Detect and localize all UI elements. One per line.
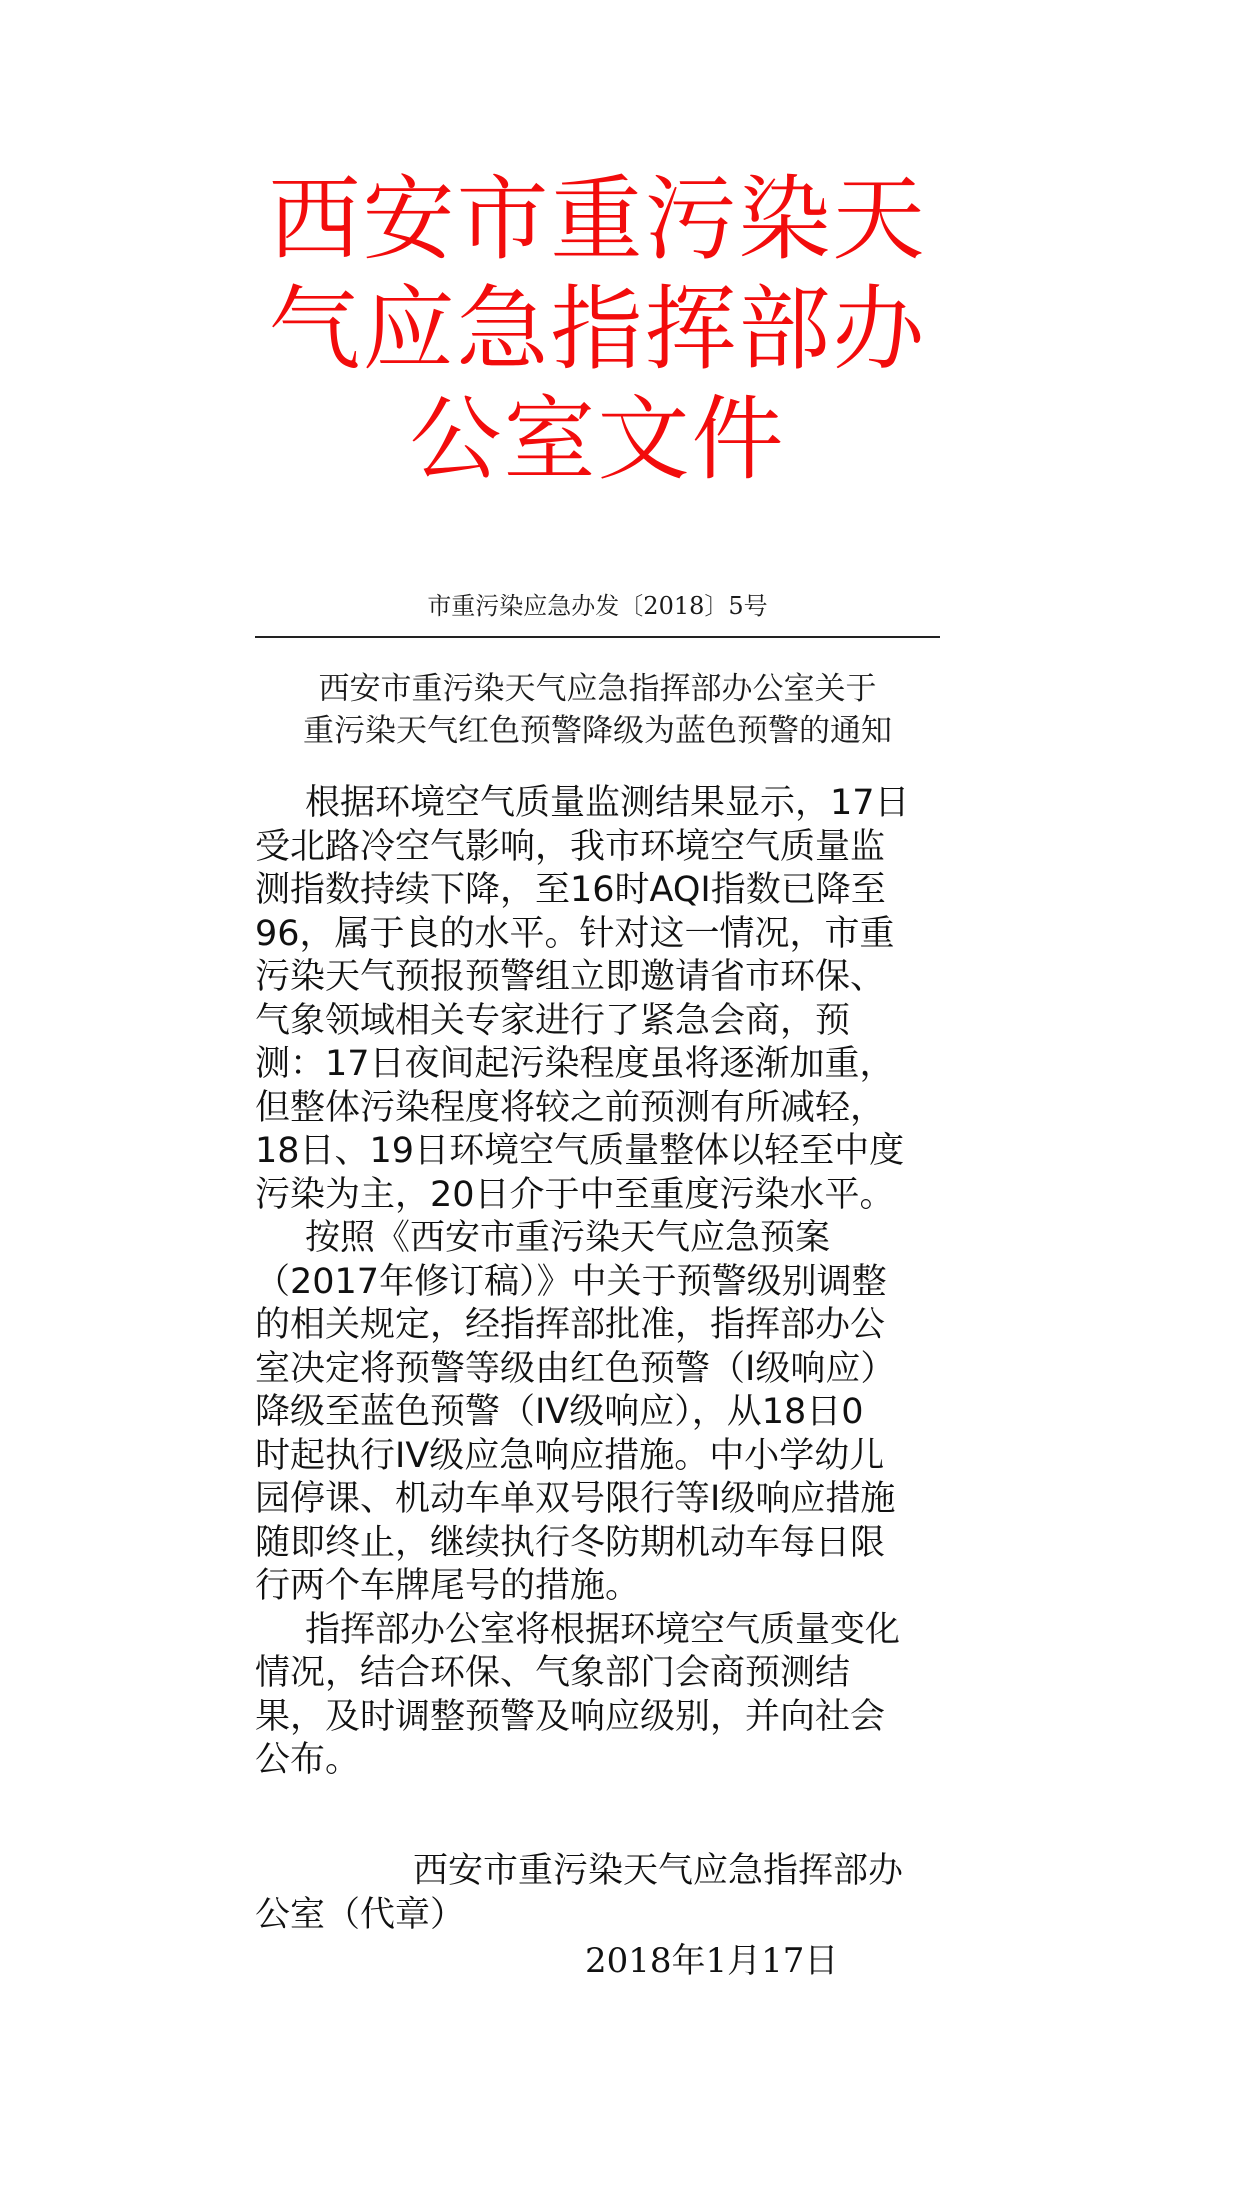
paragraph-2-line: 园停课、机动车单双号限行等I级响应措施 <box>255 1479 896 1519</box>
paragraph-1-line: 污染天气预报预警组立即邀请省市环保、 <box>255 957 886 997</box>
signature-line: 西安市重污染天气应急指挥部办 <box>413 1851 904 1891</box>
signature-block <box>255 1850 940 1937</box>
paragraph-1-line: 测：17日夜间起污染程度虽将逐渐加重， <box>255 1044 895 1084</box>
paragraph-1-line: 测指数持续下降，至16时AQI指数已降至 <box>255 870 886 910</box>
header-divider <box>255 636 940 638</box>
paragraph-2-line: 时起执行IV级应急响应措施。中小学幼儿 <box>255 1435 885 1476</box>
paragraph-3-line: 果，及时调整预警及响应级别，并向社会 <box>255 1696 886 1737</box>
paragraph-1-line: 受北路冷空气影响，我市环境空气质量监 <box>255 826 886 867</box>
paragraph-2-line: 降级至蓝色预警（IV级响应），从18日0 <box>255 1392 864 1432</box>
document-number: 市重污染应急办发〔2018〕5号 <box>427 592 768 620</box>
paragraph-1-line: 根据环境空气质量监测结果显示，17日 <box>305 783 910 823</box>
paragraph-1-line: 18日、19日环境空气质量整体以轻至中度 <box>255 1131 905 1171</box>
paragraph-3-line: 公布。 <box>255 1740 361 1780</box>
header-line: 西安市重污染天 <box>268 166 927 273</box>
paragraph-3-line: 指挥部办公室将根据环境空气质量变化 <box>305 1609 901 1650</box>
paragraph-2-line: 随即终止，继续执行冬防期机动车每日限 <box>255 1522 886 1563</box>
document-date: 2018年1月17日 <box>585 1941 839 1981</box>
header-line: 气应急指挥部办 <box>268 276 927 383</box>
signature-line: 公室（代章） <box>255 1894 466 1935</box>
paragraph-2-line: 的相关规定，经指挥部批准，指挥部办公 <box>255 1305 886 1345</box>
paragraph-1-line: 但整体污染程度将较之前预测有所减轻， <box>255 1087 886 1128</box>
document-body <box>255 782 940 1783</box>
red-header-title <box>255 165 940 495</box>
paragraph-1-line: 96，属于良的水平。针对这一情况，市重 <box>255 913 895 954</box>
document-title <box>255 668 940 752</box>
paragraph-1-line: 气象领域相关专家进行了紧急会商，预 <box>255 1000 851 1041</box>
header-line: 公室文件 <box>409 386 786 493</box>
paragraph-2-line: 室决定将预警等级由红色预警（I级响应） <box>255 1348 896 1389</box>
paragraph-2-line: 行两个车牌尾号的措施。 <box>255 1566 641 1606</box>
paragraph-3-line: 情况，结合环保、气象部门会商预测结 <box>255 1653 851 1693</box>
paragraph-2-line: 按照《西安市重污染天气应急预案 <box>305 1218 831 1258</box>
title-line: 西安市重污染天气应急指挥部办公室关于 <box>318 671 877 707</box>
paragraph-2-line: （2017年修订稿）》中关于预警级别调整 <box>255 1261 887 1302</box>
title-line: 重污染天气红色预警降级为蓝色预警的通知 <box>303 713 892 749</box>
paragraph-1-line: 污染为主，20日介于中至重度污染水平。 <box>255 1174 895 1215</box>
